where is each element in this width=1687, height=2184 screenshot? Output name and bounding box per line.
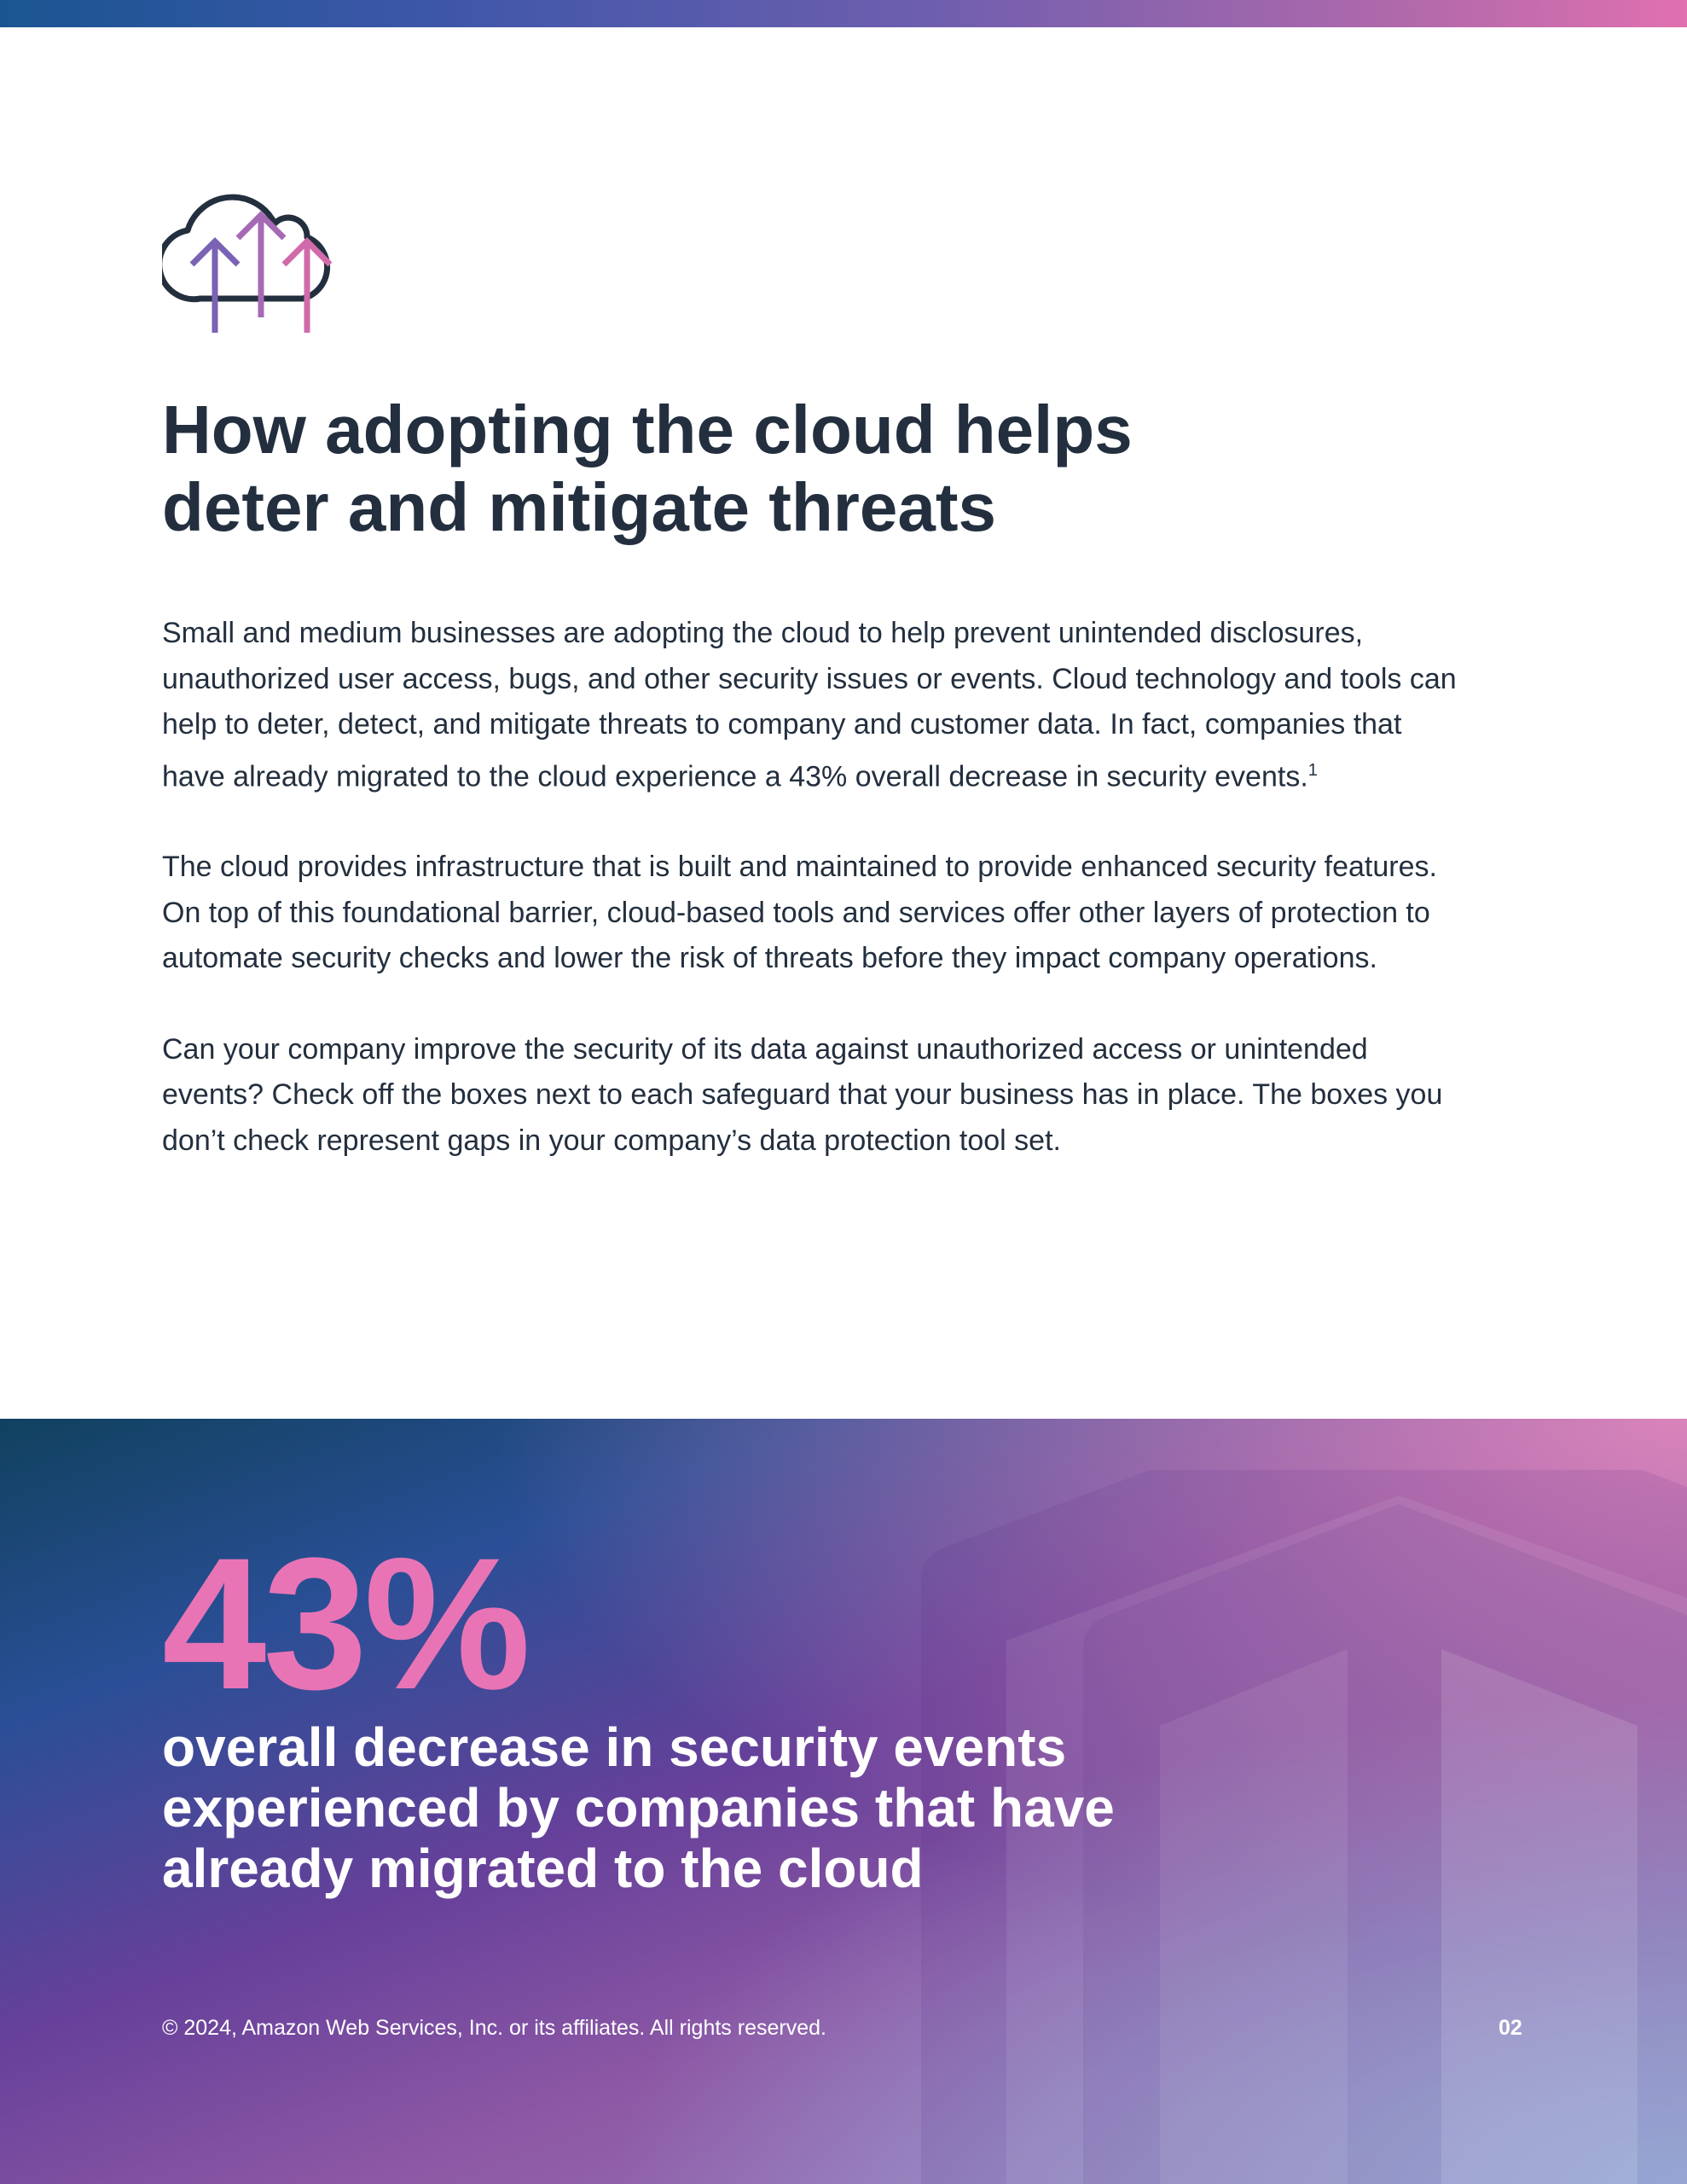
page-number: 02 — [1499, 2016, 1522, 2040]
paragraph-1 — [162, 611, 1458, 799]
page-title-line-2: deter and mitigate threats — [162, 469, 997, 545]
body-text — [162, 611, 1458, 1209]
footnote-marker: 1 — [1307, 760, 1318, 780]
paragraph-2: The cloud provides infrastructure that is built and maintained to provide enhanced security features. On top of this foundational barrier, cloud-based tools and services offer other layers of protection to automate security checks and lower the risk of threats before they impact company operations. — [162, 851, 1437, 975]
stat-banner — [0, 1419, 1687, 2184]
stat-description: overall decrease in security events experienced by companies that have already migrated to the cloud — [162, 1716, 1115, 1899]
top-accent-bar — [0, 0, 1687, 27]
paragraph-1-text: Small and medium businesses are adopting the cloud to help prevent unintended disclosures, unauthorized user access, bugs, and other security issues or events. Cloud technology and tools can help to deter, detect, and mitigate threats to company and customer data. In fact, companies that have already migrated to the cloud experience a 43% overall decrease in security events. — [162, 617, 1457, 793]
copyright: © 2024, Amazon Web Services, Inc. or its affiliates. All rights reserved. — [162, 2016, 826, 2040]
stat-value: 43% — [162, 1519, 528, 1728]
cloud-upload-arrows-icon — [162, 162, 367, 341]
paragraph-3: Can your company improve the security of its data against unauthorized access or unintended events? Check off the boxes next to each safeguard that your business has in place. The boxes you don’t check represent gaps in your company’s data protection tool set. — [162, 1032, 1443, 1157]
page-title — [162, 391, 1441, 546]
page-title-line-1: How adopting the cloud helps — [162, 392, 1133, 468]
